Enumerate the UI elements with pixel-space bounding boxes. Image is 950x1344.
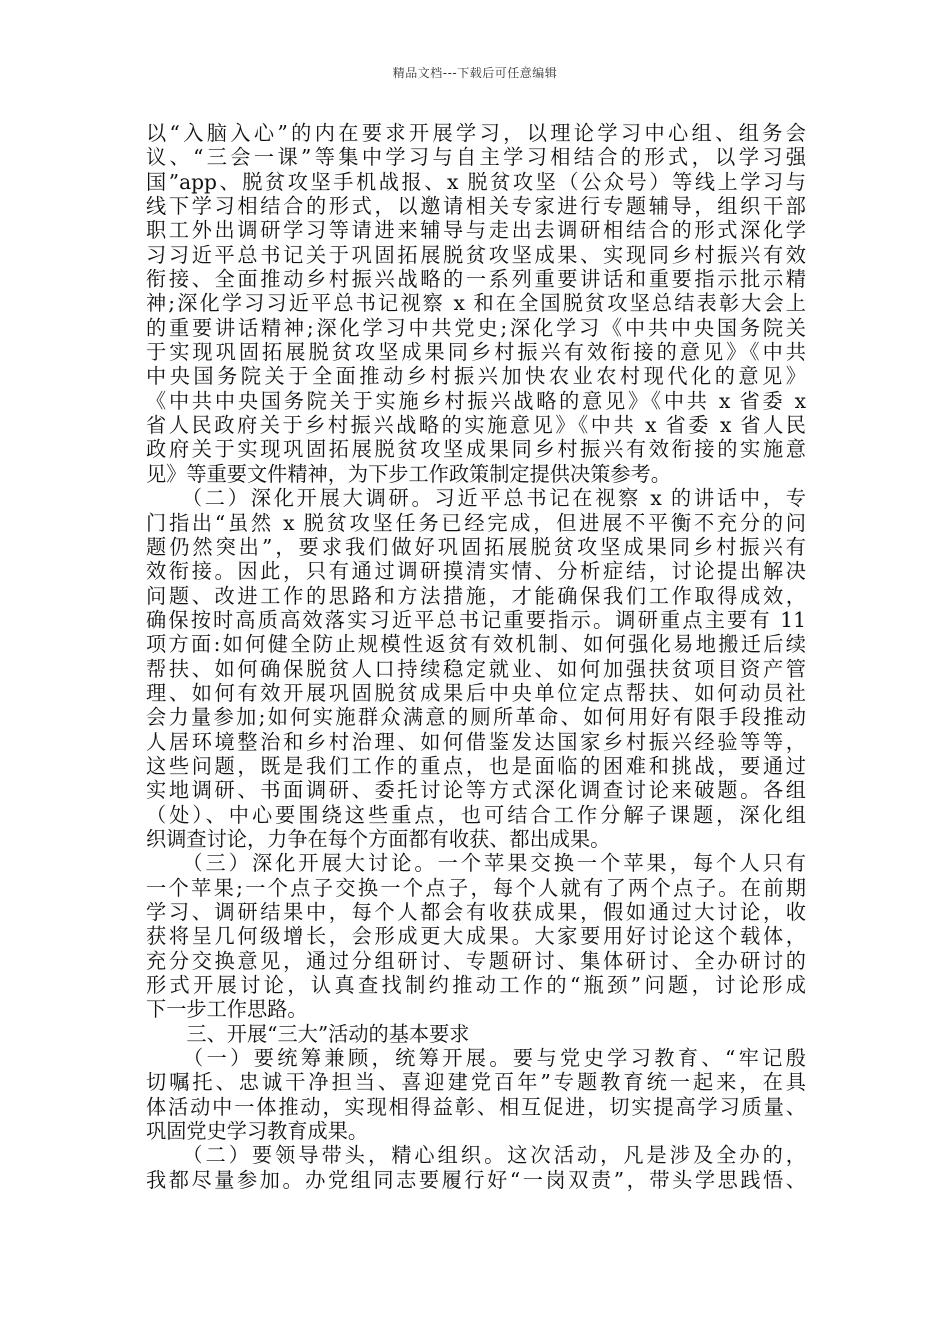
text-line: 习习近平总书记关于巩固拓展脱贫攻坚成果、实现同乡村振兴有效	[146, 242, 806, 267]
text-line: 中央国务院关于全面推动乡村振兴加快农业农村现代化的意见》	[146, 364, 806, 389]
text-line: 《中共中央国务院关于实施乡村振兴战略的意见》《中共 x 省委 x	[146, 388, 806, 413]
text-line: （二）深化开展大调研。习近平总书记在视察 x 的讲话中，专	[146, 486, 806, 511]
text-line: 一个苹果;一个点子交换一个点子，每个人就有了两个点子。在前期	[146, 875, 806, 900]
text-line: 神;深化学习习近平总书记视察 x 和在全国脱贫攻坚总结表彰大会上	[146, 291, 806, 316]
text-line: 见》等重要文件精神，为下步工作政策制定提供决策参考。	[146, 461, 671, 486]
text-line: 巩固党史学习教育成果。	[146, 1119, 369, 1144]
text-line: （一）要统筹兼顾，统筹开展。要与党史学习教育、“牢记殷	[146, 1046, 806, 1071]
text-line: 实地调研、书面调研、委托讨论等方式深化调查讨论来破题。各组	[146, 778, 806, 803]
text-line: 问题、改进工作的思路和方法措施，才能确保我们工作取得成效，	[146, 583, 806, 608]
text-line: 省人民政府关于乡村振兴战略的实施意见》《中共 x 省委 x 省人民	[146, 413, 806, 438]
text-line: 理、如何有效开展巩固脱贫成果后中央单位定点帮扶、如何动员社	[146, 680, 806, 705]
text-line: 门指出“虽然 x 脱贫攻坚任务已经完成，但进展不平衡不充分的问	[146, 510, 806, 535]
text-line: 获将呈几何级增长，会形成更大成果。大家要用好讨论这个载体，	[146, 924, 806, 949]
text-line: 于实现巩固拓展脱贫攻坚成果同乡村振兴有效衔接的意见》《中共	[146, 340, 806, 365]
text-line: 我都尽量参加。办党组同志要履行好“一岗双责”，带头学思践悟、	[146, 1167, 806, 1192]
text-line: 政府关于实现巩固拓展脱贫攻坚成果同乡村振兴有效衔接的实施意	[146, 437, 806, 462]
text-line: 项方面:如何健全防止规模性返贫有效机制、如何强化易地搬迁后续	[146, 632, 806, 657]
text-line: （三）深化开展大讨论。一个苹果交换一个苹果，每个人只有	[146, 851, 806, 876]
text-line: （处）、中心要围绕这些重点，也可结合工作分解子课题，深化组	[146, 802, 806, 827]
text-line: 题仍然突出”，要求我们做好巩固拓展脱贫攻坚成果同乡村振兴有	[146, 534, 806, 559]
text-line: 帮扶、如何确保脱贫人口持续稳定就业、如何加强扶贫项目资产管	[146, 656, 806, 681]
text-line: 织调查讨论，力争在每个方面都有收获、都出成果。	[146, 826, 611, 851]
text-line: 的重要讲话精神;深化学习中共党史;深化学习《中共中央国务院关	[146, 315, 806, 340]
text-line: 线下学习相结合的形式，以邀请相关专家进行专题辅导，组织干部	[146, 194, 806, 219]
text-line: 形式开展讨论，认真查找制约推动工作的“瓶颈”问题，讨论形成	[146, 973, 806, 998]
text-line: （二）要领导带头，精心组织。这次活动，凡是涉及全办的，	[146, 1143, 806, 1168]
text-line: 充分交换意见，通过分组研讨、专题研讨、集体研讨、全办研讨的	[146, 948, 806, 973]
section-heading: 三、开展“三大”活动的基本要求	[146, 1021, 470, 1046]
text-line: 以“入脑入心”的内在要求开展学习，以理论学习中心组、组务会	[146, 121, 806, 145]
text-line: 这些问题，既是我们工作的重点，也是面临的困难和挑战，要通过	[146, 753, 806, 778]
text-line: 切嘱托、忠诚干净担当、喜迎建党百年”专题教育统一起来，在具	[146, 1070, 806, 1095]
text-line: 确保按时高质高效落实习近平总书记重要指示。调研重点主要有 11	[146, 607, 806, 632]
text-line: 人居环境整治和乡村治理、如何借鉴发达国家乡村振兴经验等等，	[146, 729, 806, 754]
document-body	[146, 121, 806, 1192]
text-line: 体活动中一体推动，实现相得益彰、相互促进，切实提高学习质量、	[146, 1094, 806, 1119]
text-line: 职工外出调研学习等请进来辅导与走出去调研相结合的形式深化学	[146, 218, 806, 243]
text-line: 下一步工作思路。	[146, 997, 308, 1022]
text-line: 衔接、全面推动乡村振兴战略的一系列重要讲话和重要指示批示精	[146, 267, 806, 292]
text-line: 效衔接。因此，只有通过调研摸清实情、分析症结，讨论提出解决	[146, 559, 806, 584]
text-line: 会力量参加;如何实施群众满意的厕所革命、如何用好有限手段推动	[146, 705, 806, 730]
page-header: 精品文档---下载后可任意编辑	[392, 66, 558, 80]
text-line: 国”app、脱贫攻坚手机战报、x 脱贫攻坚（公众号）等线上学习与	[146, 169, 806, 194]
text-line: 议、“三会一课”等集中学习与自主学习相结合的形式，以学习强	[146, 145, 806, 170]
text-line: 学习、调研结果中，每个人都会有收获成果，假如通过大讨论，收	[146, 900, 806, 924]
